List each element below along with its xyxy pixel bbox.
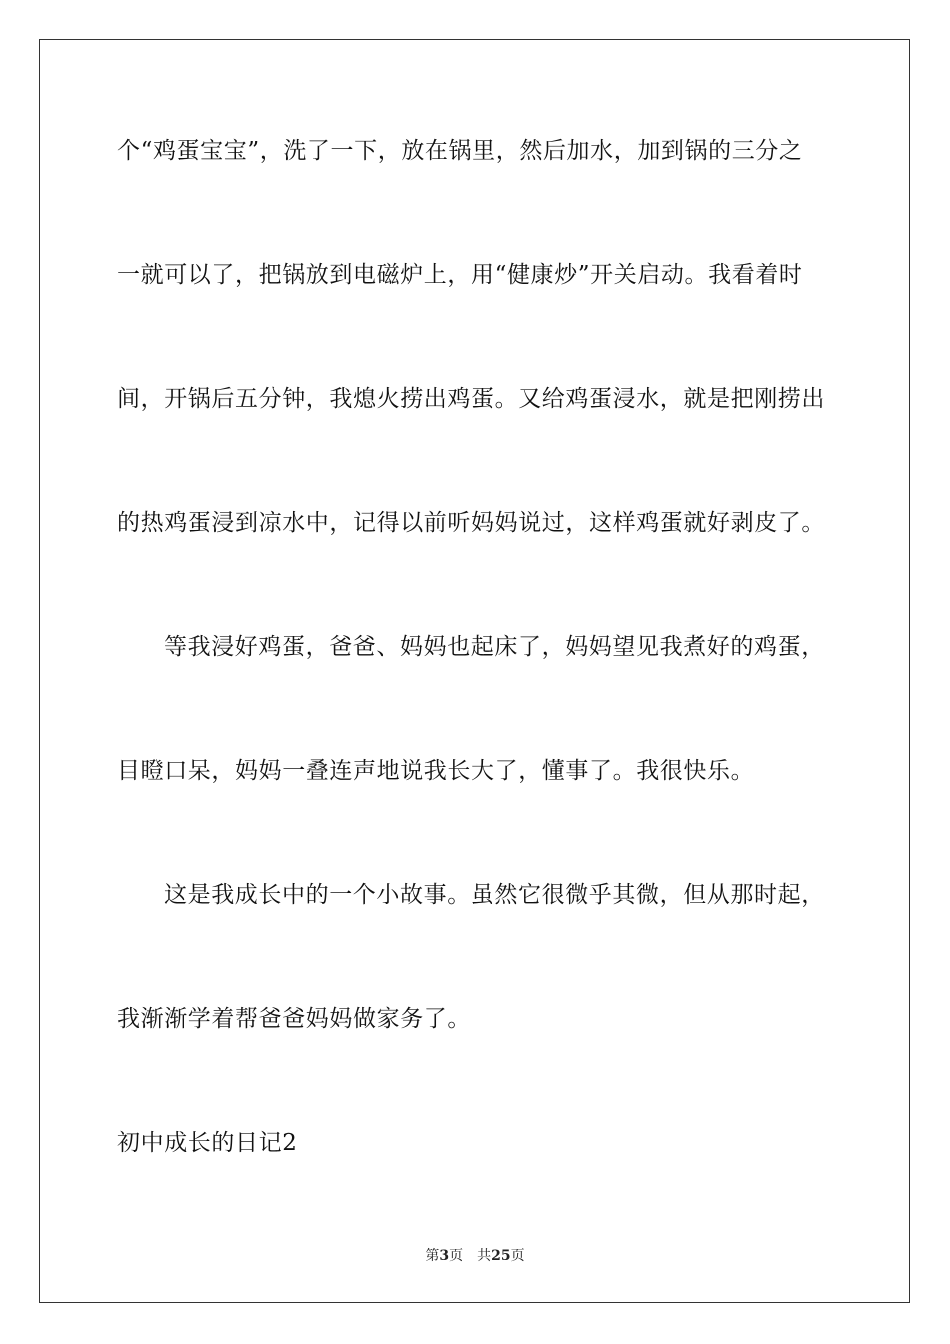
paragraph-line: 我渐渐学着帮爸爸妈妈做家务了。 (117, 1006, 471, 1032)
page-prefix: 第 (425, 1248, 440, 1264)
total-pages: 25 (491, 1248, 511, 1264)
paragraph-line: 目瞪口呆，妈妈一叠连声地说我长大了，懂事了。我很快乐。 (117, 758, 755, 784)
paragraph-line: 等我浸好鸡蛋，爸爸、妈妈也起床了，妈妈望见我煮好的鸡蛋， (164, 634, 825, 660)
paragraph-line: 一就可以了，把锅放到电磁炉上，用“健康炒”开关启动。我看着时 (117, 262, 803, 288)
page-number: 3 (439, 1248, 450, 1264)
paragraph-line: 的热鸡蛋浸到凉水中，记得以前听妈妈说过，这样鸡蛋就好剥皮了。 (117, 510, 825, 536)
section-heading: 初中成长的日记2 (117, 1130, 298, 1156)
paragraph-line: 间，开锅后五分钟，我熄火捞出鸡蛋。又给鸡蛋浸水，就是把刚捞出 (117, 386, 825, 412)
page-footer (0, 1246, 950, 1266)
page-border (39, 39, 910, 1303)
paragraph-line: 个“鸡蛋宝宝”，洗了一下，放在锅里，然后加水，加到锅的三分之 (117, 138, 803, 164)
paragraph-line: 这是我成长中的一个小故事。虽然它很微乎其微，但从那时起， (164, 882, 825, 908)
total-suffix: 页 (510, 1248, 525, 1264)
page-suffix: 页 (449, 1248, 464, 1264)
total-prefix: 共 (477, 1248, 492, 1264)
